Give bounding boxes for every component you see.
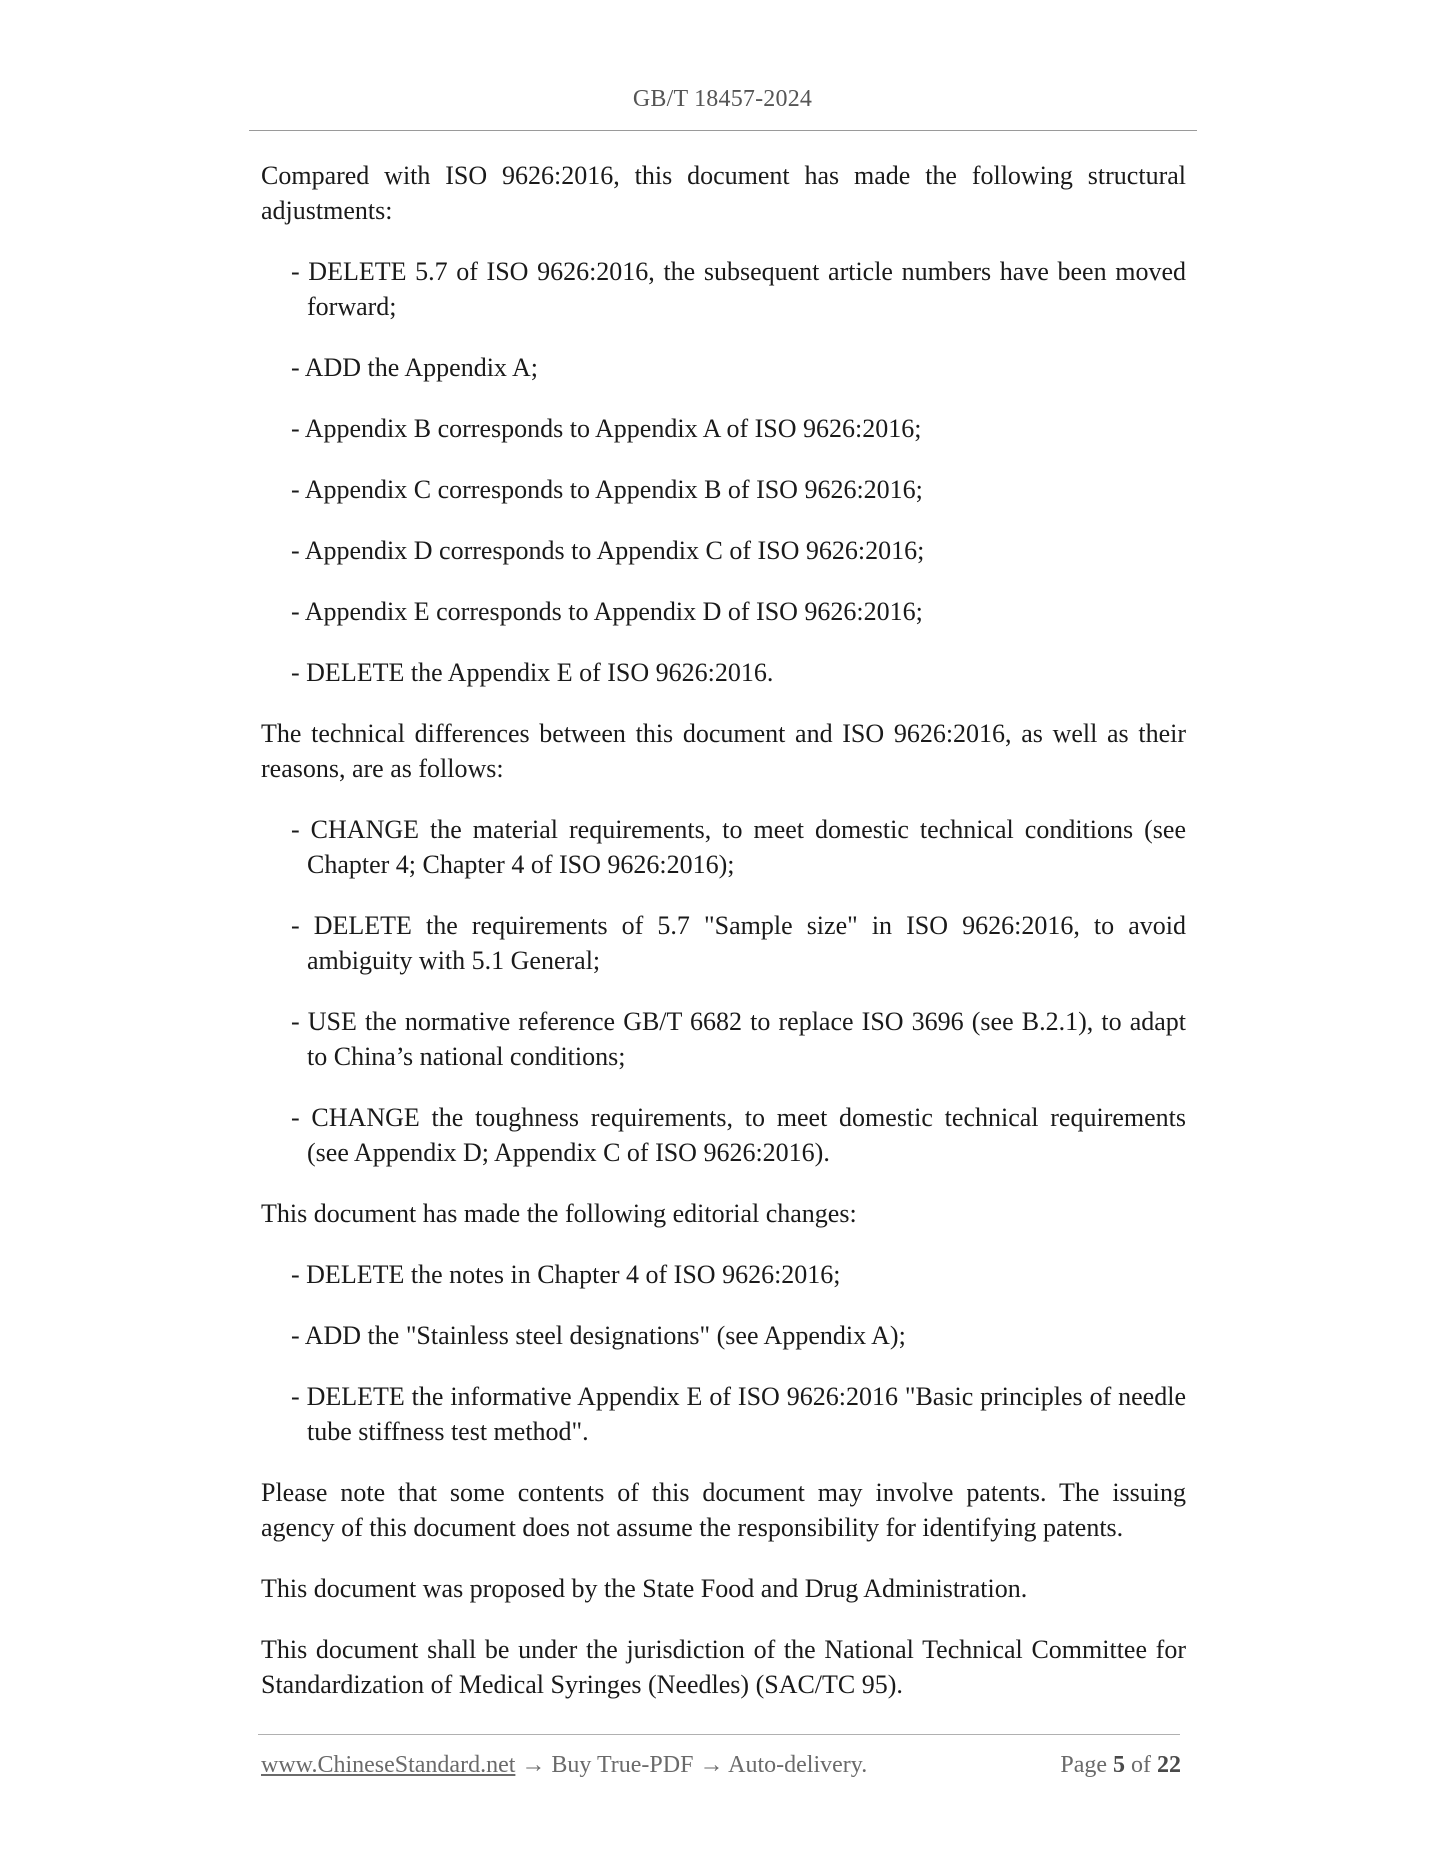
list-item: - DELETE the notes in Chapter 4 of ISO 9626:2016;	[291, 1260, 841, 1289]
document-body	[261, 158, 1186, 1728]
list-item: - CHANGE the material requirements, to meet domestic technical conditions (see Chapter 4; Chapter 4 of ISO 9626:2016);	[291, 815, 1186, 879]
list-item: - DELETE the informative Appendix E of ISO 9626:2016 "Basic principles of needle tube stiffness test method".	[291, 1382, 1186, 1446]
list-item: - ADD the "Stainless steel designations" (see Appendix A);	[291, 1321, 906, 1350]
page-header-title: GB/T 18457-2024	[632, 86, 813, 112]
page-number: 5	[1113, 1752, 1125, 1778]
paragraph-jurisdiction: This document shall be under the jurisdiction of the National Technical Committee for Standardization of Medical Syringes (Needles) (SAC/TC 95).	[261, 1635, 1186, 1699]
list-item: - Appendix C corresponds to Appendix B of ISO 9626:2016;	[291, 475, 923, 504]
footer-divider	[258, 1734, 1180, 1735]
list-item: - DELETE 5.7 of ISO 9626:2016, the subsequent article numbers have been moved forward;	[291, 257, 1186, 321]
paragraph-proposed-by: This document was proposed by the State Food and Drug Administration.	[261, 1574, 1028, 1603]
list-item: - Appendix D corresponds to Appendix C of ISO 9626:2016;	[291, 536, 925, 565]
page-indicator	[1060, 1752, 1181, 1779]
paragraph-editorial-intro: This document has made the following editorial changes:	[261, 1199, 857, 1228]
page-label: Page	[1060, 1752, 1113, 1778]
list-item: - DELETE the Appendix E of ISO 9626:2016.	[291, 658, 774, 687]
of-label: of	[1125, 1752, 1157, 1778]
total-pages: 22	[1157, 1752, 1181, 1778]
list-item: - CHANGE the toughness requirements, to meet domestic technical requirements (see Appendix D; Appendix C of ISO 9626:2016).	[291, 1103, 1186, 1167]
buy-pdf-text: → Buy True-PDF	[515, 1752, 694, 1778]
list-item: - Appendix B corresponds to Appendix A of ISO 9626:2016;	[291, 414, 922, 443]
list-item: - Appendix E corresponds to Appendix D of ISO 9626:2016;	[291, 597, 923, 626]
list-item: - ADD the Appendix A;	[291, 353, 538, 382]
footer-promo	[261, 1752, 867, 1779]
structural-adjustments-list	[261, 254, 1186, 690]
website-link[interactable]: www.ChineseStandard.net	[261, 1752, 516, 1778]
technical-differences-list	[261, 812, 1186, 1170]
paragraph-patents-note: Please note that some contents of this document may involve patents. The issuing agency of this document does not assume the responsibility for identifying patents.	[261, 1478, 1186, 1542]
header-divider	[249, 130, 1197, 131]
auto-delivery-text: → Auto-delivery.	[693, 1752, 868, 1778]
paragraph-structural-intro: Compared with ISO 9626:2016, this document has made the following structural adjustments:	[261, 161, 1186, 225]
list-item: - USE the normative reference GB/T 6682 to replace ISO 3696 (see B.2.1), to adapt to China’s national conditions;	[291, 1007, 1186, 1071]
list-item: - DELETE the requirements of 5.7 "Sample size" in ISO 9626:2016, to avoid ambiguity with 5.1 General;	[291, 911, 1186, 975]
editorial-changes-list	[261, 1257, 1186, 1449]
paragraph-technical-intro: The technical differences between this document and ISO 9626:2016, as well as their reasons, are as follows:	[261, 719, 1186, 783]
